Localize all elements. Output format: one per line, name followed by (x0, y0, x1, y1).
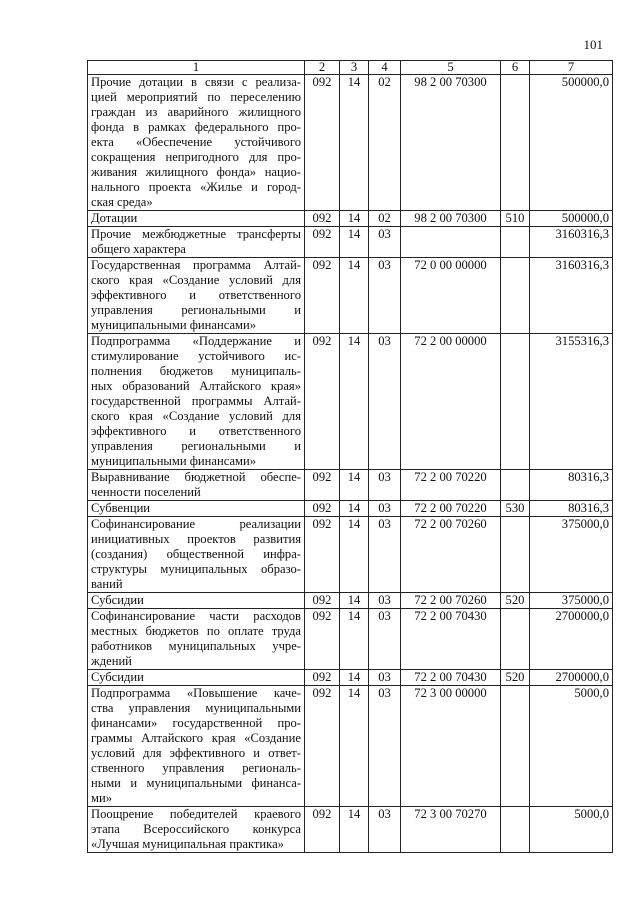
ministry-code: 092 (305, 609, 340, 670)
description-line: ждений (91, 654, 132, 668)
ministry-code: 092 (305, 470, 340, 501)
expense-type-code (501, 227, 530, 258)
amount: 80316,3 (530, 470, 613, 501)
ministry-code: 092 (305, 334, 340, 470)
description-line: ных образований Алтайского края» (91, 379, 301, 393)
amount: 2700000,0 (530, 670, 613, 686)
table-row (88, 75, 613, 211)
table-row (88, 211, 613, 227)
ministry-code: 092 (305, 517, 340, 593)
description-line: ваний (91, 577, 123, 591)
description-line: инициативных проектов развития (91, 532, 301, 546)
description-line: ми» (91, 791, 113, 805)
row-description (88, 517, 305, 593)
ministry-code: 092 (305, 807, 340, 853)
subsection-code: 03 (369, 470, 401, 501)
description-line: работников муниципальных учре- (91, 639, 301, 653)
table-row (88, 470, 613, 501)
table-row (88, 501, 613, 517)
description-line: управления региональными и (91, 303, 301, 317)
section-code: 14 (340, 609, 369, 670)
description-line: государственной программы Алтай- (91, 394, 301, 408)
table-row (88, 609, 613, 670)
amount: 500000,0 (530, 75, 613, 211)
section-code: 14 (340, 593, 369, 609)
section-code: 14 (340, 807, 369, 853)
row-description (88, 593, 305, 609)
subsection-code: 03 (369, 593, 401, 609)
table-body (88, 75, 613, 853)
target-article-code: 98 2 00 70300 (401, 75, 501, 211)
amount: 500000,0 (530, 211, 613, 227)
description-line: (создания) общественной инфра- (91, 547, 301, 561)
table-row (88, 334, 613, 470)
subsection-code: 03 (369, 227, 401, 258)
target-article-code: 98 2 00 70300 (401, 211, 501, 227)
description-line: Государственная программа Алтай- (91, 258, 301, 272)
description-line: живания жилищного фонда» нацио- (91, 165, 301, 179)
description-line: эффективного и ответственного (91, 288, 301, 302)
target-article-code: 72 3 00 00000 (401, 686, 501, 807)
description-line: нального проекта «Жилье и город- (91, 180, 301, 194)
row-description (88, 258, 305, 334)
subsection-code: 03 (369, 517, 401, 593)
target-article-code: 72 2 00 70220 (401, 501, 501, 517)
row-description (88, 211, 305, 227)
section-code: 14 (340, 470, 369, 501)
section-code: 14 (340, 686, 369, 807)
section-code: 14 (340, 211, 369, 227)
target-article-code: 72 2 00 00000 (401, 334, 501, 470)
description-line: Субсидии (91, 593, 144, 607)
expense-type-code (501, 517, 530, 593)
description-line: стимулирование устойчивого ис- (91, 349, 301, 363)
subsection-code: 03 (369, 501, 401, 517)
subsection-code: 02 (369, 75, 401, 211)
description-line: общего характера (91, 242, 186, 256)
header-col-2: 2 (305, 61, 340, 75)
amount: 3160316,3 (530, 227, 613, 258)
description-line: структуры муниципальных образо- (91, 562, 301, 576)
target-article-code: 72 2 00 70220 (401, 470, 501, 501)
amount: 3160316,3 (530, 258, 613, 334)
description-line: муниципальными финансами» (91, 454, 257, 468)
target-article-code: 72 2 00 70430 (401, 670, 501, 686)
description-line: Прочие межбюджетные трансферты (91, 227, 301, 241)
description-line: ская среда» (91, 195, 153, 209)
target-article-code: 72 0 00 00000 (401, 258, 501, 334)
section-code: 14 (340, 670, 369, 686)
amount: 2700000,0 (530, 609, 613, 670)
description-line: Софинансирование части расходов (91, 609, 301, 623)
header-col-7: 7 (530, 61, 613, 75)
header-col-3: 3 (340, 61, 369, 75)
section-code: 14 (340, 75, 369, 211)
subsection-code: 03 (369, 609, 401, 670)
table-row (88, 517, 613, 593)
description-line: екта «Обеспечение устойчивого (91, 135, 301, 149)
header-col-1: 1 (88, 61, 305, 75)
expense-type-code: 530 (501, 501, 530, 517)
description-line: Субвенции (91, 501, 151, 515)
description-line: ственного управления региональ- (91, 761, 301, 775)
ministry-code: 092 (305, 211, 340, 227)
expense-type-code (501, 470, 530, 501)
expense-type-code: 510 (501, 211, 530, 227)
description-line: Прочие дотации в связи с реализа- (91, 75, 301, 89)
description-line: полнения бюджетов муниципаль- (91, 364, 301, 378)
header-col-6: 6 (501, 61, 530, 75)
description-line: ства управления муниципальными (91, 701, 301, 715)
ministry-code: 092 (305, 227, 340, 258)
row-description (88, 501, 305, 517)
amount: 80316,3 (530, 501, 613, 517)
description-line: цией мероприятий по переселению (91, 90, 301, 104)
expense-type-code (501, 258, 530, 334)
table-header (88, 61, 613, 75)
subsection-code: 03 (369, 670, 401, 686)
target-article-code: 72 2 00 70260 (401, 593, 501, 609)
table-row (88, 227, 613, 258)
expense-type-code (501, 686, 530, 807)
section-code: 14 (340, 334, 369, 470)
description-line: граммы Алтайского края «Создание (91, 731, 301, 745)
expense-type-code (501, 75, 530, 211)
amount: 375000,0 (530, 517, 613, 593)
description-line: финансами» государственной про- (91, 716, 301, 730)
ministry-code: 092 (305, 258, 340, 334)
row-description (88, 807, 305, 853)
table-row (88, 258, 613, 334)
amount: 375000,0 (530, 593, 613, 609)
row-description (88, 227, 305, 258)
subsection-code: 03 (369, 686, 401, 807)
subsection-code: 03 (369, 258, 401, 334)
description-line: Подпрограмма «Поддержание и (91, 334, 301, 348)
description-line: ченности поселений (91, 485, 201, 499)
description-line: Поощрение победителей краевого (91, 807, 301, 821)
description-line: фонда в рамках федерального про- (91, 120, 301, 134)
description-line: «Лучшая муниципальная практика» (91, 837, 284, 851)
table-row (88, 807, 613, 853)
section-code: 14 (340, 517, 369, 593)
description-line: Подпрограмма «Повышение каче- (91, 686, 301, 700)
description-line: муниципальными финансами» (91, 318, 257, 332)
description-line: Софинансирование реализации (91, 517, 301, 531)
section-code: 14 (340, 501, 369, 517)
row-description (88, 686, 305, 807)
description-line: Дотации (91, 211, 138, 225)
subsection-code: 03 (369, 807, 401, 853)
target-article-code (401, 227, 501, 258)
ministry-code: 092 (305, 670, 340, 686)
header-row (88, 61, 613, 75)
row-description (88, 670, 305, 686)
ministry-code: 092 (305, 686, 340, 807)
expense-type-code: 520 (501, 670, 530, 686)
ministry-code: 092 (305, 501, 340, 517)
description-line: ными и муниципальными финанса- (91, 776, 301, 790)
row-description (88, 334, 305, 470)
target-article-code: 72 2 00 70430 (401, 609, 501, 670)
header-col-4: 4 (369, 61, 401, 75)
description-line: Выравнивание бюджетной обеспе- (91, 470, 301, 484)
page-number: 101 (583, 37, 603, 52)
row-description (88, 609, 305, 670)
table-row (88, 686, 613, 807)
target-article-code: 72 2 00 70260 (401, 517, 501, 593)
description-line: управления региональными и (91, 439, 301, 453)
description-line: граждан из аварийного жилищного (91, 105, 301, 119)
subsection-code: 02 (369, 211, 401, 227)
budget-table (87, 60, 613, 853)
description-line: сокращения непригодного для про- (91, 150, 301, 164)
expense-type-code: 520 (501, 593, 530, 609)
amount: 5000,0 (530, 686, 613, 807)
amount: 5000,0 (530, 807, 613, 853)
target-article-code: 72 3 00 70270 (401, 807, 501, 853)
ministry-code: 092 (305, 593, 340, 609)
section-code: 14 (340, 227, 369, 258)
section-code: 14 (340, 258, 369, 334)
amount: 3155316,3 (530, 334, 613, 470)
expense-type-code (501, 807, 530, 853)
table-row (88, 593, 613, 609)
description-line: ского края «Создание условий для (91, 409, 301, 423)
description-line: ского края «Создание условий для (91, 273, 301, 287)
description-line: эффективного и ответственного (91, 424, 301, 438)
row-description (88, 470, 305, 501)
expense-type-code (501, 334, 530, 470)
table-row (88, 670, 613, 686)
row-description (88, 75, 305, 211)
expense-type-code (501, 609, 530, 670)
subsection-code: 03 (369, 334, 401, 470)
description-line: местных бюджетов по оплате труда (91, 624, 301, 638)
header-col-5: 5 (401, 61, 501, 75)
description-line: условий для эффективного и ответ- (91, 746, 301, 760)
description-line: этапа Всероссийского конкурса (91, 822, 301, 836)
description-line: Субсидии (91, 670, 144, 684)
ministry-code: 092 (305, 75, 340, 211)
